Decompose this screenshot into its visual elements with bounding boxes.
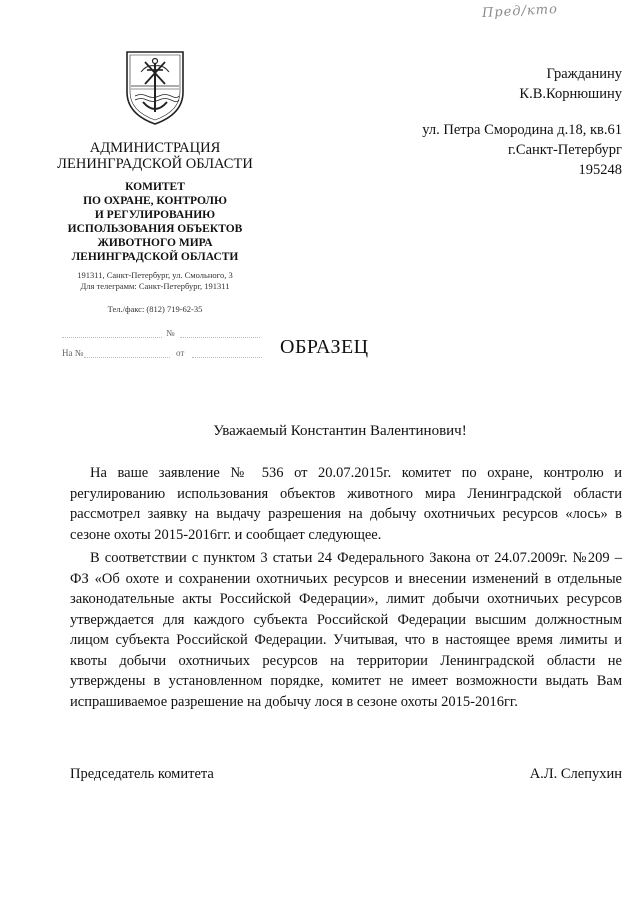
- reg-date-line: [62, 336, 162, 338]
- paragraph: На ваше заявление № 536 от 20.07.2015г. комитет по охране, контролю и регулированию использования объектов животного мира Ленинградской области рассмотрел заявку на выдачу разрешения на добычу охотничьих ресурсов «лось» в сезоне охоты 2015-2016гг. и сообщает следующее.: [70, 465, 622, 543]
- paragraph: В соответствии с пунктом 3 статьи 24 Федерального Закона от 24.07.2009г. №209 – ФЗ «Об охоте и сохранении охотничьих ресурсов и внесении изменений в отдельные законодательные акты Российской Федерации», лимит добычи охотничьих ресурсов утверждается для каждого субъекта Российской Федерации высшим должностным лицом субъекта Российской Федерации. Учитывая, что в настоящее время лимиты и квоты добычи охотничьих ресурсов на территории Ленинградской области не утверждены в установленном порядке, комитет не имеет возможности выдать Вам испрашиваемое разрешение на добычу лося в сезоне охоты 2015-2016гг.: [70, 550, 622, 710]
- reg-number-line: [180, 336, 260, 338]
- org-committee-name: КОМИТЕТ ПО ОХРАНЕ, КОНТРОЛЮ И РЕГУЛИРОВАНИЮ ИСПОЛЬЗОВАНИЯ ОБЪЕКТОВ ЖИВОТНОГО МИРА ЛЕНИНГРАДСКОЙ ОБЛАСТИ: [67, 181, 243, 263]
- signatory-title: Председатель комитета: [70, 766, 214, 782]
- reg-ref-date-line: [192, 356, 262, 358]
- org-phone: Тел./факс: (812) 719-62-35: [107, 304, 203, 314]
- org-admin-name: АДМИНИСТРАЦИЯ ЛЕНИНГРАДСКОЙ ОБЛАСТИ: [57, 140, 253, 172]
- recipient-title: Гражданину: [546, 66, 622, 82]
- recipient-street: ул. Петра Смородина д.18, кв.61: [422, 122, 622, 138]
- coat-of-arms-icon: [123, 48, 187, 126]
- handwritten-note: Пред/кто: [481, 2, 559, 21]
- greeting: Уважаемый Константин Валентинович!: [213, 423, 467, 439]
- letter-body: [70, 463, 622, 715]
- recipient-name: К.В.Корнюшину: [519, 86, 622, 102]
- sample-stamp: ОБРАЗЕЦ: [280, 336, 369, 358]
- reg-number-label: №: [166, 328, 175, 338]
- recipient-postcode: 195248: [578, 162, 622, 178]
- recipient-block: [362, 64, 622, 180]
- reg-ref-suffix: от: [176, 348, 185, 358]
- org-address: 191311, Санкт-Петербург, ул. Смольного, 3 Для телеграмм: Санкт-Петербург, 191311: [77, 270, 233, 291]
- recipient-city: г.Санкт-Петербург: [507, 142, 622, 158]
- reg-ref-label: На №: [62, 348, 84, 358]
- reg-ref-line: [84, 356, 170, 358]
- signatory-name: А.Л. Слепухин: [529, 766, 622, 782]
